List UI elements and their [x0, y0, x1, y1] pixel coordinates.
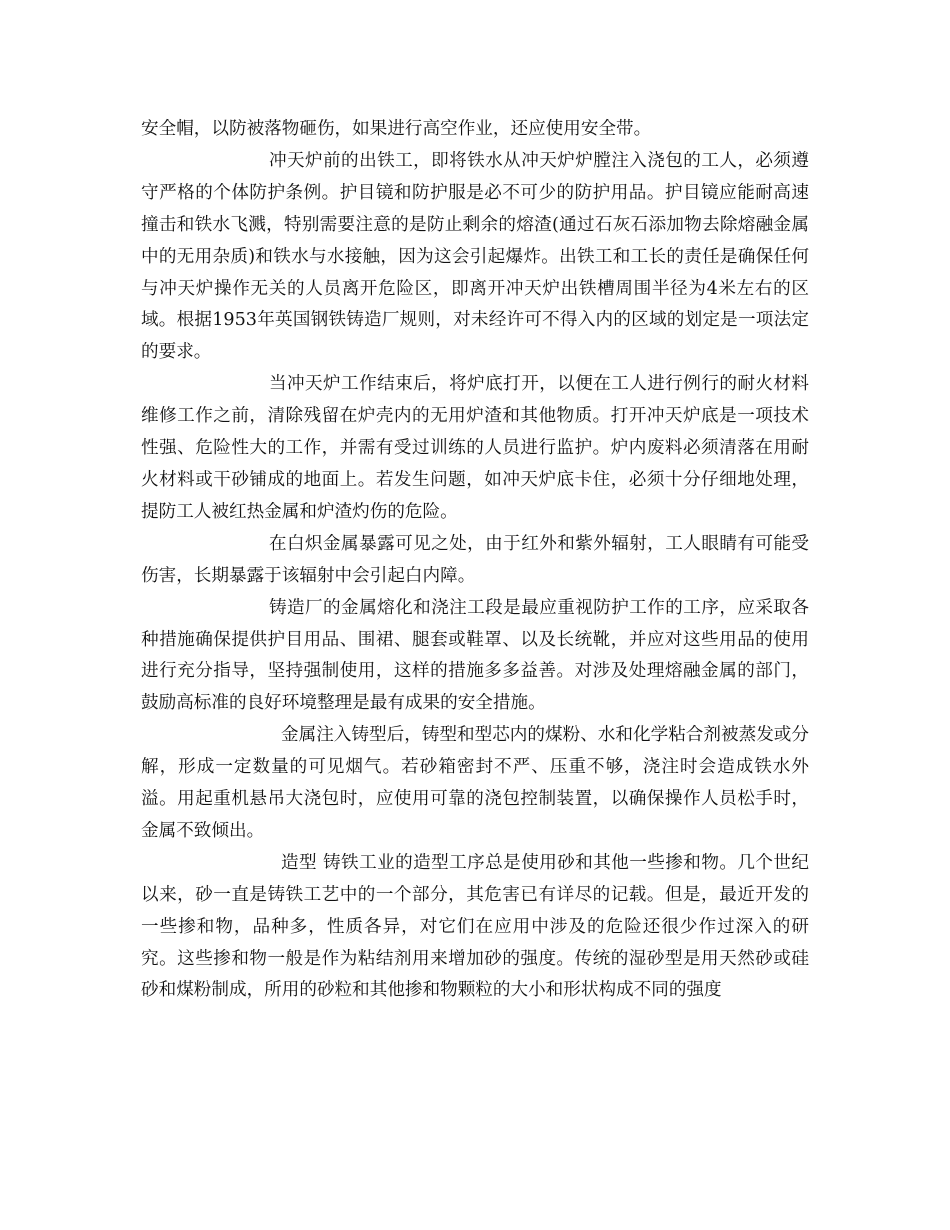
- paragraph-melting-pouring: 铸造厂的金属熔化和浇注工段是最应重视防护工作的工序，应采取各种措施确保提供护目用品、围裙、腿套或鞋罩、以及长统靴，并应对这些用品的使用进行充分指导，坚持强制使用，这样的措施多多益善。对涉及处理熔融金属的部门，鼓励高标准的良好环境整理是最有成果的安全措施。: [141, 597, 809, 714]
- paragraph-cupola-tapping: 冲天炉前的出铁工，即将铁水从冲天炉炉膛注入浇包的工人，必须遵守严格的个体防护条例。护目镜和防护服是必不可少的防护用品。护目镜应能耐高速撞击和铁水飞溅，特别需要注意的是防止剩余的熔渣(通过石灰石添加物去除熔融金属中的无用杂质)和铁水与水接触，因为这会引起爆炸。出铁工和工长的责任是确保任何与冲天炉操作无关的人员离开危险区，即离开冲天炉出铁槽周围半径为4米左右的区域。根据1953年英国钢铁铸造厂规则，对未经许可不得入内的区域的划定是一项法定的要求。: [141, 150, 809, 363]
- paragraph-moulding: 造型 铸铁工业的造型工序总是使用砂和其他一些掺和物。几个世纪以来，砂一直是铸铁工艺中的一个部分，其危害已有详尽的记载。但是，最近开发的一些掺和物，品种多，性质各异，对它们在应用中涉及的危险还很少作过深入的研究。这些掺和物一般是作为粘结剂用来增加砂的强度。传统的湿砂型是用天然砂或硅砂和煤粉制成，所用的砂粒和其他掺和物颗粒的大小和形状构成不同的强度: [141, 852, 809, 1001]
- paragraph-continuation: 安全帽，以防被落物砸伤，如果进行高空作业，还应使用安全带。: [141, 119, 652, 139]
- paragraph-cupola-bottom: 当冲天炉工作结束后，将炉底打开，以便在工人进行例行的耐火材料维修工作之前，清除残留在炉壳内的无用炉渣和其他物质。打开冲天炉底是一项技术性强、危险性大的工作，并需有受过训练的人员进行监护。炉内废料必须清落在用耐火材料或干砂铺成的地面上。若发生问题，如冲天炉底卡住，必须十分仔细地处理，提防工人被红热金属和炉渣灼伤的危险。: [141, 374, 809, 522]
- document-body: [141, 114, 809, 1007]
- paragraph-mould-fumes: 金属注入铸型后，铸型和型芯内的煤粉、水和化学粘合剂被蒸发或分解，形成一定数量的可见烟气。若砂箱密封不严、压重不够，浇注时会造成铁水外溢。用起重机悬吊大浇包时，应使用可靠的浇包控制装置，以确保操作人员松手时，金属不致倾出。: [141, 725, 809, 841]
- paragraph-radiation: 在白炽金属暴露可见之处，由于红外和紫外辐射，工人眼睛有可能受伤害，长期暴露于该辐射中会引起白内障。: [141, 533, 809, 586]
